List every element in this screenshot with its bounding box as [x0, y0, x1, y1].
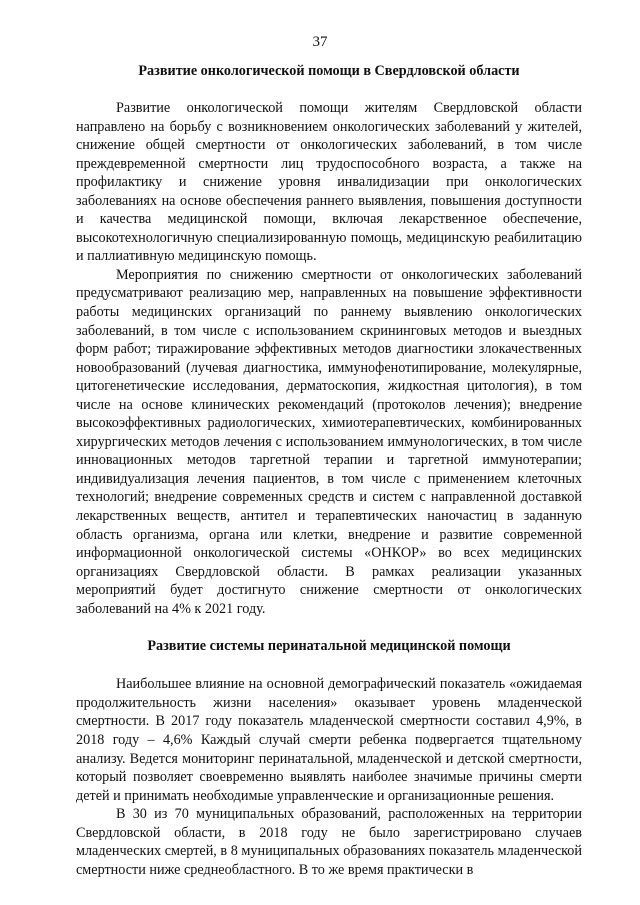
page-number: 37 [312, 34, 328, 50]
paragraph-oncology-intro: Развитие онкологической помощи жителям Свердловской области направлено на борьбу с возникновением онкологических заболеваний у жителей, снижение общей смертности от онкологических заболеваний, в том числе преждевременной смертности лиц трудоспособного возраста, а также на профилактику и снижение уровня инвалидизации при онкологических заболеваниях на основе обеспечения раннего выявления, повышения доступности и качества медицинской помощи, включая лекарственное обеспечение, высокотехнологичную специализированную помощь, медицинскую реабилитацию и паллиативную медицинскую помощь. [76, 100, 582, 265]
paragraph-perinatal-municipalities: В 30 из 70 муниципальных образований, расположенных на территории Свердловской области, в 2018 году не было зарегистрировано случаев младенческих смертей, в 8 муниципальных образованиях показатель младенческой смертности ниже среднеобластного. В то же время практически в [76, 806, 582, 878]
paragraph-perinatal-mortality: Наибольшее влияние на основной демографический показатель «ожидаемая продолжительность жизни населения» оказывает уровень младенческой смертности. В 2017 году показатель младенческой смертности составил 4,9%, в 2018 году – 4,6% Каждый случай смерти ребенка подвергается тщательному анализу. Ведется мониторинг перинатальной, младенческой и детской смертности, который позволяет своевременно выявлять наиболее значимые причины смерти детей и принимать необходимые управленческие и организационные решения. [76, 676, 582, 804]
section-heading-oncology: Развитие онкологической помощи в Свердловской области [138, 63, 520, 79]
section-heading-perinatal: Развитие системы перинатальной медицинской помощи [147, 638, 511, 655]
paragraph-oncology-measures: Мероприятия по снижению смертности от онкологических заболеваний предусматривают реализацию мер, направленных на повышение эффективности работы медицинских организаций по раннему выявлению онкологических заболеваний, в том числе с использованием скрининговых методов и выездных форм работ; тиражирование эффективных методов диагностики злокачественных новообразований (лучевая диагностика, иммунофенотипирование, молекулярные, цитогенетические исследования, дерматоскопия, жидкостная цитология), в том числе на основе клинических рекомендаций (протоколов лечения); внедрение высокоэффективных радиологических, химиотерапевтических, комбинированных хирургических методов лечения с использованием иммунологических, в том числе инновационных методов таргетной терапии и таргетной иммунотерапии; индивидуализация лечения пациентов, в том числе с применением клеточных технологий; внедрение современных средств и систем с направленной доставкой лекарственных веществ, антител и терапевтических наночастиц в заданную область организма, органа или клетки, внедрение и развитие современной информационной онкологической системы «ОНКОР» во всех медицинских организациях Свердловской области. В рамках реализации указанных мероприятий будет достигнуто снижение смертности от онкологических заболеваний на 4% к 2021 году. [76, 266, 582, 617]
page-content [76, 62, 582, 879]
